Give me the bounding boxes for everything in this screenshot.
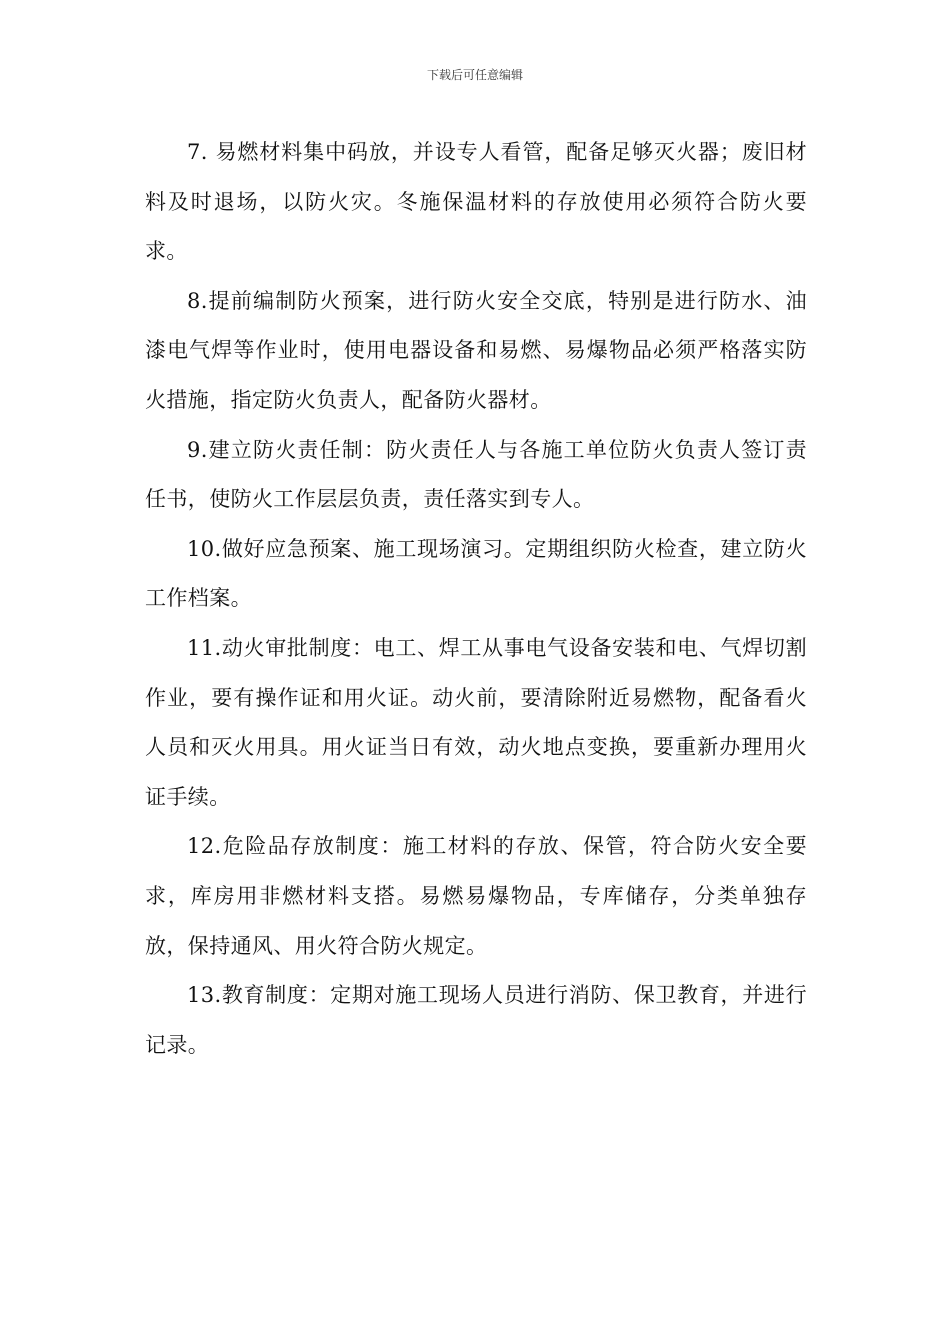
paragraph-11: 11.动火审批制度：电工、焊工从事电气设备安装和电、气焊切割作业，要有操作证和用火证。动火前，要清除附近易燃物，配备看火人员和灭火用具。用火证当日有效，动火地点变换，要重新办理用火证手续。 [145, 635, 807, 809]
document-body [145, 128, 807, 1070]
paragraph-8: 8.提前编制防火预案，进行防火安全交底，特别是进行防水、油漆电气焊等作业时，使用电器设备和易燃、易爆物品必须严格落实防火措施，指定防火负责人，配备防火器材。 [145, 288, 807, 412]
paragraph-10: 10.做好应急预案、施工现场演习。定期组织防火检查，建立防火工作档案。 [145, 536, 807, 611]
paragraph-12: 12.危险品存放制度：施工材料的存放、保管，符合防火安全要求，库房用非燃材料支搭。易燃易爆物品，专库储存，分类单独存放，保持通风、用火符合防火规定。 [145, 834, 807, 958]
paragraph-13: 13.教育制度：定期对施工现场人员进行消防、保卫教育，并进行记录。 [145, 983, 807, 1057]
header-note: 下载后可任意编辑 [426, 68, 523, 82]
paragraph-9: 9.建立防火责任制：防火责任人与各施工单位防火负责人签订责任书，使防火工作层层负责，责任落实到专人。 [145, 437, 807, 512]
paragraph-7: 7. 易燃材料集中码放，并设专人看管，配备足够灭火器；废旧材料及时退场，以防火灾。冬施保温材料的存放使用必须符合防火要求。 [145, 140, 807, 264]
